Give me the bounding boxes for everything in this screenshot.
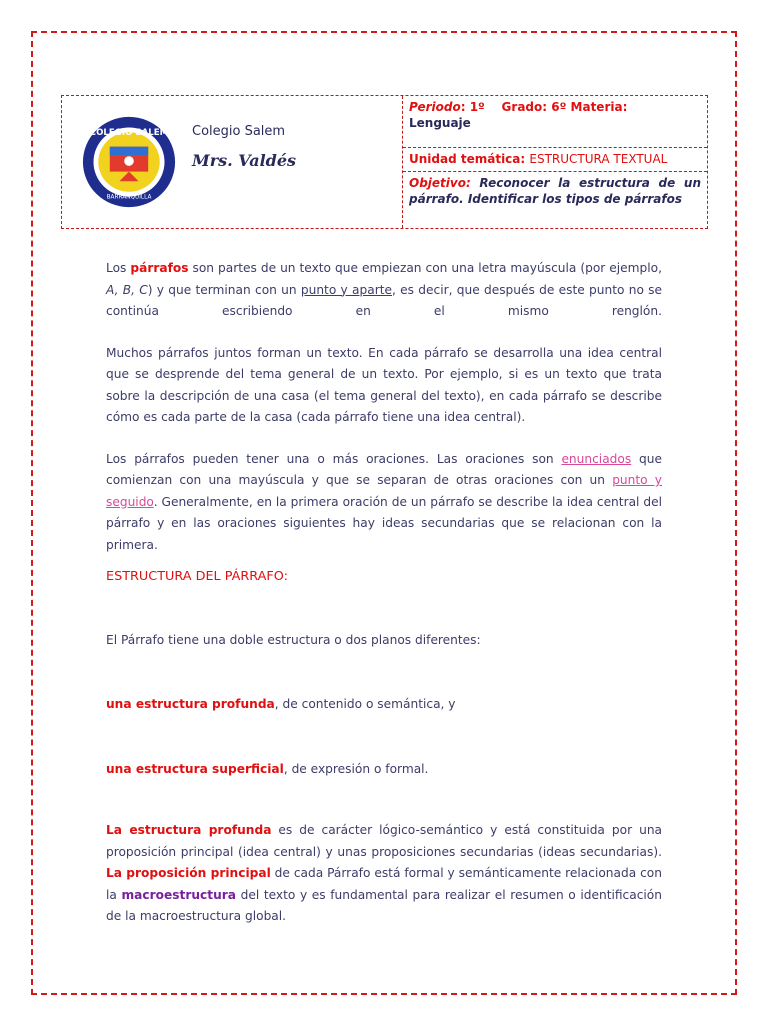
- section-heading: ESTRUCTURA DEL PÁRRAFO:: [106, 569, 288, 584]
- unidad-label: Unidad temática:: [409, 152, 526, 166]
- paragraph-1: [106, 258, 662, 323]
- grado-label: Grado: [501, 100, 543, 114]
- p1-keyword-parrafos: párrafos: [130, 261, 189, 275]
- materia-value: Lenguaje: [409, 116, 471, 130]
- p1-punto-y-aparte: punto y aparte: [300, 282, 392, 297]
- p7-estructura-profunda-keyword: La estructura profunda: [106, 823, 272, 837]
- p5-text-b: , de contenido o semántica, y: [274, 697, 456, 711]
- paragraph-7: [106, 820, 662, 928]
- header-box: [61, 95, 708, 229]
- objetivo-label: Objetivo:: [409, 176, 471, 190]
- periodo-label: Periodo: [409, 100, 461, 114]
- p6-text-b: , de expresión o formal.: [283, 761, 429, 776]
- objetivo-row: [403, 172, 707, 227]
- macroestructura-keyword: macroestructura: [121, 887, 236, 902]
- unidad-value: ESTRUCTURA TEXTUAL: [529, 152, 668, 166]
- periodo-value: : 1º: [460, 100, 485, 114]
- teacher-name: Mrs. Valdés: [192, 151, 297, 170]
- estructura-superficial-keyword: una estructura superficial: [106, 761, 284, 776]
- p1-text-c: son partes de un texto que empiezan con una letra mayúscula (por ejemplo,: [188, 261, 662, 275]
- seal-text-bottom: BARRANQUILLA: [106, 194, 152, 201]
- school-name: Colegio Salem: [192, 124, 286, 139]
- p3-text-e: . Generalmente, en la primera oración de un párrafo se describe la idea central del párrafo y en las oraciones siguientes hay ideas secundarias que se relacionan con la primera.: [106, 494, 662, 552]
- paragraph-4: El Párrafo tiene una doble estructura o dos planos diferentes:: [106, 632, 481, 647]
- enunciados-link[interactable]: enunciados: [561, 451, 632, 466]
- paragraph-5: [106, 694, 662, 716]
- punto-y-seguido-link[interactable]: punto y seguido: [106, 473, 662, 509]
- p3-text-c: que comienzan con una mayúscula y que se separan de otras oraciones con un: [106, 451, 662, 487]
- seal-text-top: COLEGIO SALEM: [89, 128, 169, 139]
- p1-example-letters: A, B, C: [106, 282, 148, 297]
- school-identity: [62, 96, 402, 228]
- document-body: [106, 258, 662, 928]
- school-seal-icon: [81, 114, 177, 210]
- unidad-row: [403, 148, 707, 172]
- objetivo-value: Reconocer la estructura de un párrafo. Identificar los tipos de párrafos: [409, 176, 702, 206]
- materia-label: Materia:: [570, 100, 628, 114]
- p1-text-g: , es decir, que después de este punto no se continúa escribiendo en el mismo renglón.: [106, 282, 663, 318]
- paragraph-3: [106, 449, 662, 557]
- paragraph-2: Muchos párrafos juntos forman un texto. En cada párrafo se desarrolla una idea central que se desprende del tema general de un texto. Por ejemplo, si es un texto que trata sobre la descripción de una casa (el tema general del texto), en cada párrafo se describe cómo es cada parte de la casa (cada párrafo tiene una idea central).: [106, 345, 662, 424]
- course-info: [402, 96, 707, 228]
- paragraph-6: [106, 759, 662, 781]
- periodo-grado-materia-row: [403, 96, 707, 148]
- proposicion-principal-keyword: La proposición principal: [106, 866, 271, 880]
- p1-text-a: Los: [106, 261, 131, 275]
- p7-text-f: del texto y es fundamental para realizar el resumen o identificación de la macroestructura global.: [106, 887, 662, 923]
- grado-value: : 6º: [542, 100, 567, 114]
- p7-text-b: es de carácter lógico-semántico y está constituida por una proposición principal (idea central) y unas proposiciones secundarias (ideas secundarias).: [106, 823, 663, 859]
- estructura-profunda-keyword: una estructura profunda: [106, 697, 275, 711]
- p1-text-e: ) y que terminan con un: [147, 282, 301, 297]
- p7-text-d: de cada Párrafo está formal y semánticamente relacionada con la: [106, 866, 662, 902]
- p3-text-a: Los párrafos pueden tener una o más oraciones. Las oraciones son: [106, 451, 562, 466]
